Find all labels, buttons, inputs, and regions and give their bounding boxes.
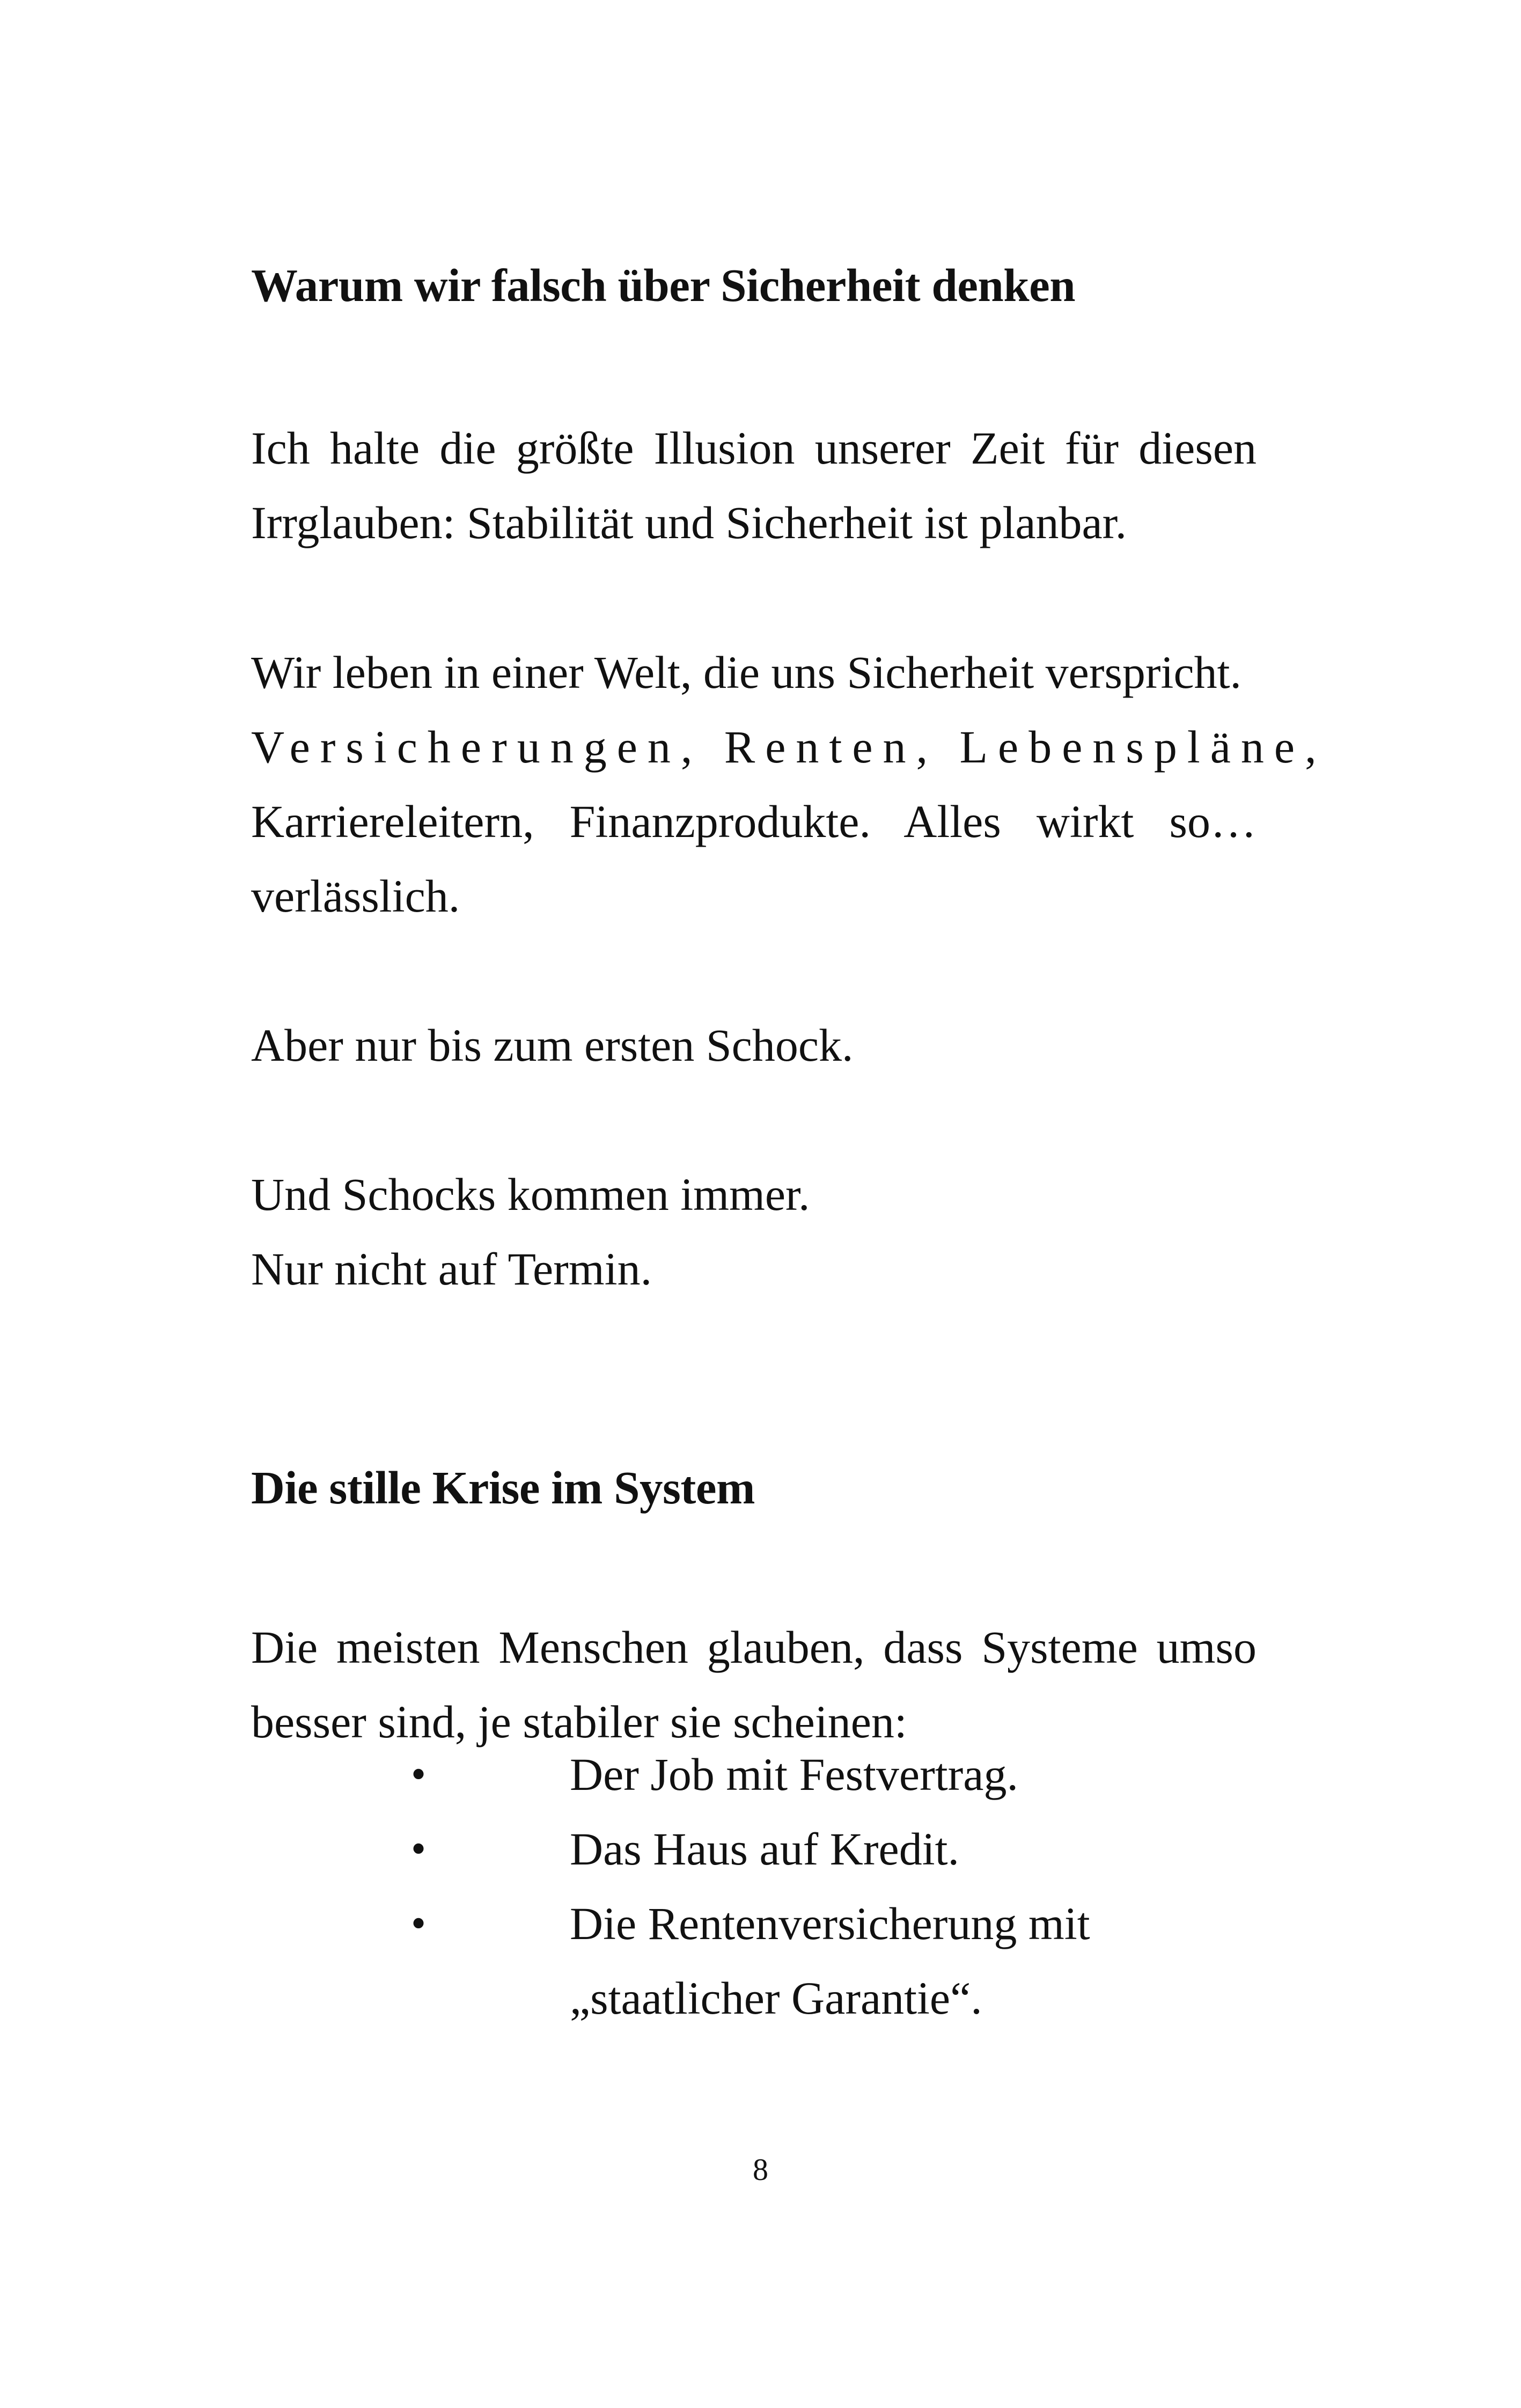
text-line: Und Schocks kommen immer. [251, 1169, 810, 1220]
text-line: Nur nicht auf Termin. [251, 1243, 652, 1295]
paragraph-illusion [251, 411, 1257, 560]
section-heading-crisis: Die stille Krise im System [251, 1462, 755, 1514]
list-item-text: Das Haus auf Kredit. [570, 1823, 960, 1875]
text-line: Karriereleitern, Finanzprodukte. Alles wirkt so… [251, 796, 1257, 847]
bullet-icon: • [411, 1751, 427, 1798]
list-item [0, 1812, 1521, 1886]
bullet-icon: • [411, 1900, 427, 1947]
paragraph-shocks-come [251, 1157, 1257, 1306]
text-line: Versicherungen, Renten, Lebenspläne, [251, 721, 1327, 773]
list-item-text: Der Job mit Festvertrag. [570, 1749, 1018, 1800]
text-line: Aber nur bis zum ersten Schock. [251, 1019, 854, 1071]
section-heading-security: Warum wir falsch über Sicherheit denken [251, 259, 1076, 311]
paragraph-first-shock [251, 1008, 1257, 1083]
list-item [0, 1737, 1521, 1812]
text-line: Ich halte die größte Illusion unserer Zeit für diesen [251, 422, 1257, 474]
text-line: besser sind, je stabiler sie scheinen: [251, 1696, 907, 1748]
paragraph-world-promise [251, 635, 1327, 934]
text-line: Wir leben in einer Welt, die uns Sicherheit verspricht. [251, 647, 1242, 698]
text-line: Irrglauben: Stabilität und Sicherheit ist planbar. [251, 497, 1127, 548]
list-item-text: Die Rentenversicherung mit „staatlicher Garantie“. [570, 1898, 1090, 2024]
bullet-icon: • [411, 1825, 427, 1873]
text-line: Die meisten Menschen glauben, dass Systeme umso [251, 1621, 1257, 1673]
bullet-list [0, 1737, 1521, 2036]
text-line: verlässlich. [251, 870, 460, 922]
page-number: 8 [753, 2152, 768, 2187]
list-item [0, 1886, 1521, 2036]
